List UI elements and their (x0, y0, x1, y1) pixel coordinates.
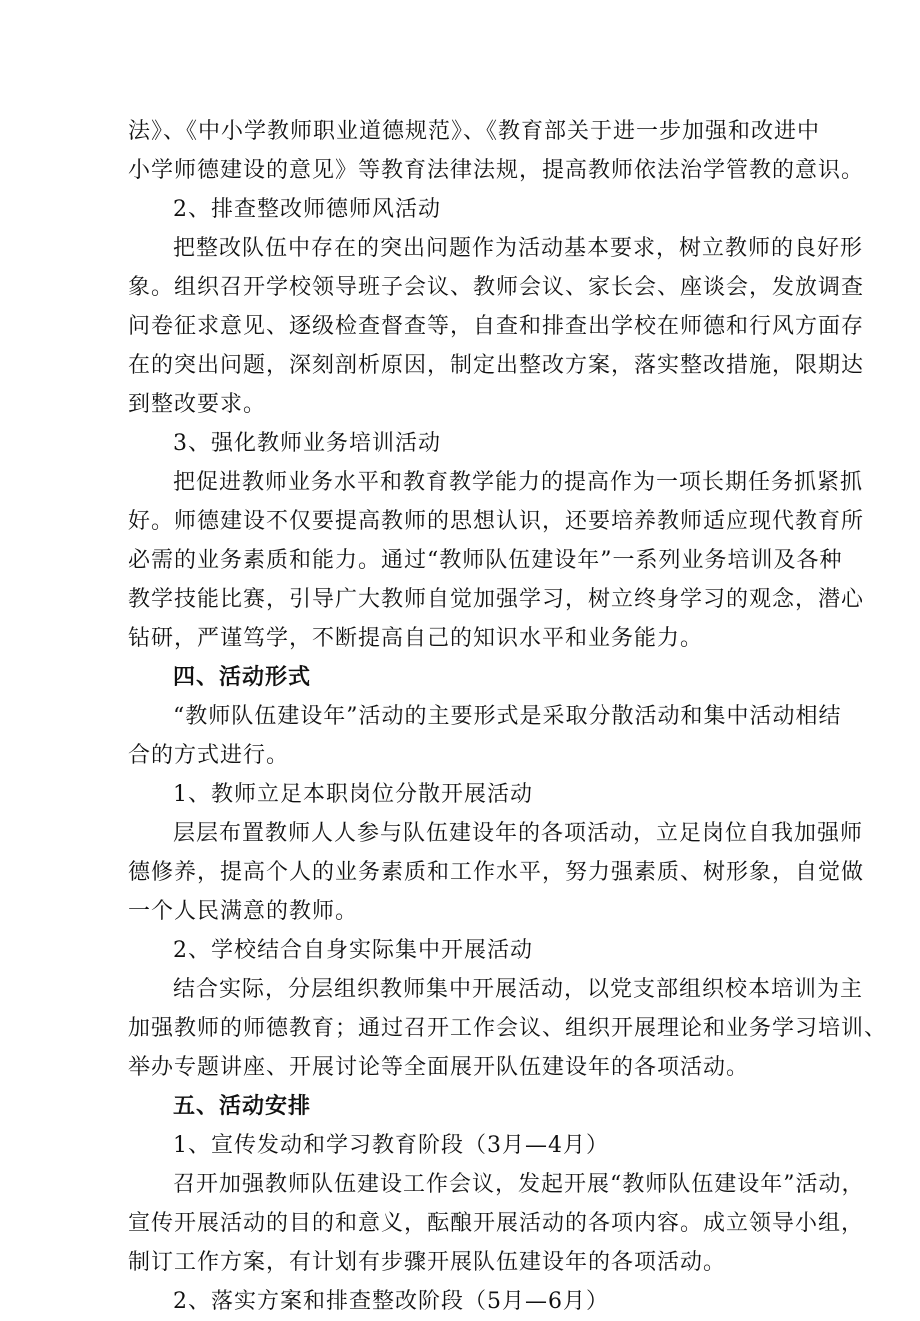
text-line: 加强教师的师德教育；通过召开工作会议、组织开展理论和业务学习培训、 (128, 1016, 888, 1041)
text-line: 合的方式进行。 (128, 743, 290, 768)
section-heading: 五、活动安排 (173, 1093, 312, 1119)
text-line: 结合实际，分层组织教师集中开展活动，以党支部组织校本培训为主 (173, 977, 864, 1002)
text-line: 钻研，严谨笃学，不断提高自己的知识水平和业务能力。 (128, 626, 704, 651)
text-line: 教学技能比赛，引导广大教师自觉加强学习，树立终身学习的观念，潜心 (128, 587, 865, 612)
text-line: 层层布置教师人人参与队伍建设年的各项活动，立足岗位自我加强师 (173, 821, 864, 846)
text-line: 德修养，提高个人的业务素质和工作水平，努力强素质、树形象，自觉做 (128, 860, 865, 885)
text-line: 3、强化教师业务培训活动 (173, 431, 441, 456)
text-line: 举办专题讲座、开展讨论等全面展开队伍建设年的各项活动。 (128, 1055, 750, 1080)
text-line: 把整改队伍中存在的突出问题作为活动基本要求，树立教师的良好形 (173, 236, 864, 261)
text-line: 法》、《中小学教师职业道德规范》、《教育部关于进一步加强和改进中 (128, 119, 821, 144)
text-line: “教师队伍建设年”活动的主要形式是采取分散活动和集中活动相结 (173, 704, 842, 729)
text-line: 2、学校结合自身实际集中开展活动 (173, 938, 533, 963)
text-line: 好。师德建设不仅要提高教师的思想认识，还要培养教师适应现代教育所 (128, 509, 865, 534)
text-line: 在的突出问题，深刻剖析原因，制定出整改方案，落实整改措施，限期达 (128, 353, 865, 378)
text-line: 到整改要求。 (128, 392, 267, 417)
text-line: 必需的业务素质和能力。通过“教师队伍建设年”一系列业务培训及各种 (128, 548, 843, 573)
text-line: 1、宣传发动和学习教育阶段（3月—4月） (173, 1133, 609, 1158)
text-line: 小学师德建设的意见》等教育法律法规，提高教师依法治学管教的意识。 (128, 158, 865, 183)
text-line: 宣传开展活动的目的和意义，酝酿开展活动的各项内容。成立领导小组， (128, 1211, 865, 1236)
text-line: 1、教师立足本职岗位分散开展活动 (173, 782, 533, 807)
text-line: 召开加强教师队伍建设工作会议，发起开展“教师队伍建设年”活动， (173, 1172, 865, 1197)
document-page (128, 112, 888, 1321)
text-line: 象。组织召开学校领导班子会议、教师会议、家长会、座谈会，发放调查 (128, 275, 865, 300)
text-line: 2、排查整改师德师风活动 (173, 197, 441, 222)
text-line: 把促进教师业务水平和教育教学能力的提高作为一项长期任务抓紧抓 (173, 470, 864, 495)
section-heading: 四、活动形式 (173, 664, 312, 690)
text-line: 制订工作方案，有计划有步骤开展队伍建设年的各项活动。 (128, 1250, 727, 1275)
text-line: 2、落实方案和排查整改阶段（5月—6月） (173, 1289, 609, 1314)
text-line: 一个人民满意的教师。 (128, 899, 359, 924)
text-line: 问卷征求意见、逐级检查督查等，自查和排查出学校在师德和行风方面存 (128, 314, 865, 339)
